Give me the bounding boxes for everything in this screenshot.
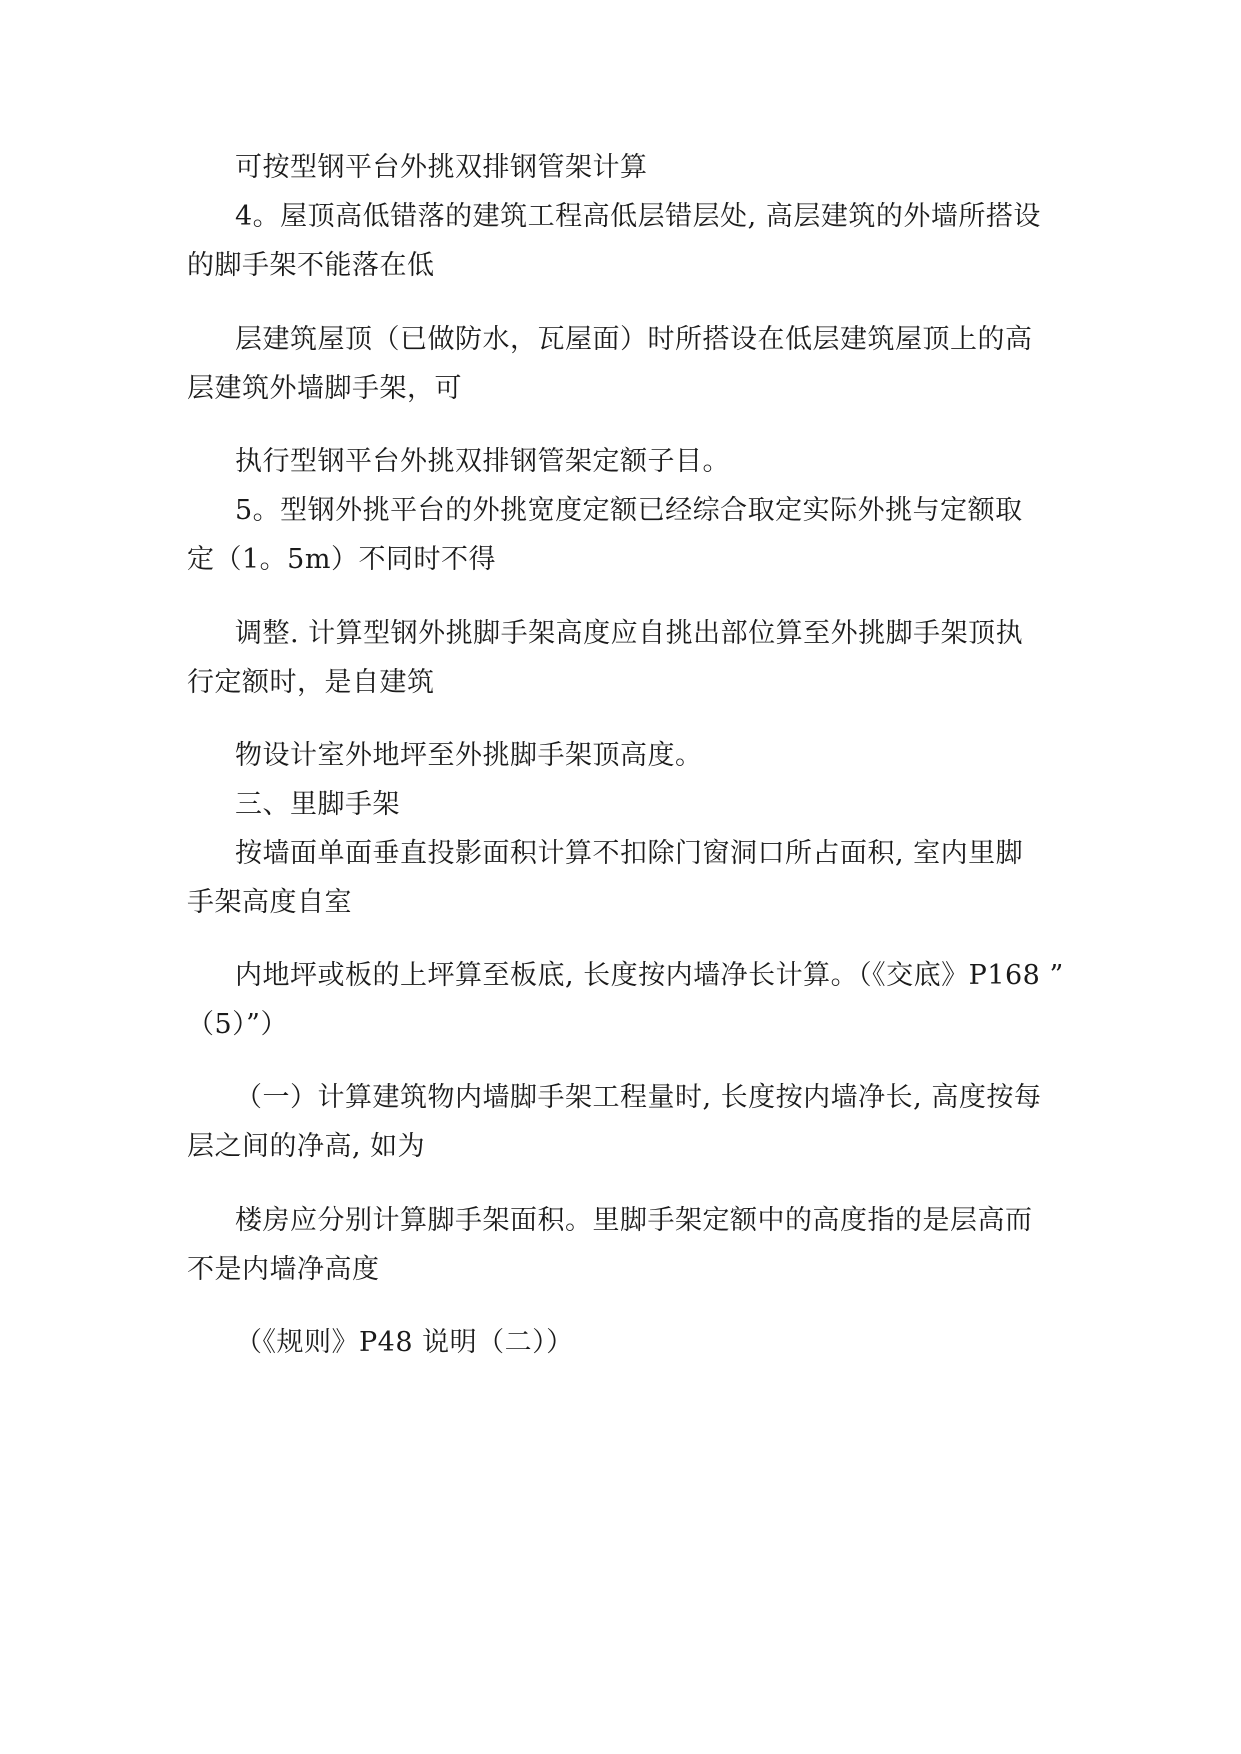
text-line: 5。型钢外挑平台的外挑宽度定额已经综合取定实际外挑与定额取 [235, 495, 1023, 526]
text-line: 层建筑屋顶（已做防水，瓦屋面）时所搭设在低层建筑屋顶上的高 [235, 324, 1033, 355]
text-line: 行定额时，是自建筑 [187, 667, 435, 698]
text-line: 可按型钢平台外挑双排钢管架计算 [235, 152, 648, 183]
text-line: 内地坪或板的上坪算至板底, 长度按内墙净长计算。（《交底》P168 ” [235, 960, 1064, 991]
text-line: 物设计室外地坪至外挑脚手架顶高度。 [235, 740, 703, 771]
section-heading: 三、里脚手架 [235, 789, 400, 820]
text-line: 按墙面单面垂直投影面积计算不扣除门窗洞口所占面积, 室内里脚 [235, 838, 1024, 869]
text-line: 楼房应分别计算脚手架面积。里脚手架定额中的高度指的是层高而 [235, 1205, 1033, 1236]
text-line: （5）”） [187, 1009, 288, 1040]
text-line: 调整. 计算型钢外挑脚手架高度应自挑出部位算至外挑脚手架顶执 [235, 618, 1024, 649]
text-line: 层之间的净高, 如为 [187, 1131, 426, 1162]
text-line: （《规则》P48 说明（二）） [235, 1327, 574, 1358]
text-line: 的脚手架不能落在低 [187, 250, 435, 281]
text-line: 层建筑外墙脚手架，可 [187, 373, 462, 404]
text-line: 定（1。5m）不同时不得 [187, 544, 496, 575]
text-line: （一）计算建筑物内墙脚手架工程量时, 长度按内墙净长, 高度按每 [235, 1082, 1042, 1113]
text-line: 4。屋顶高低错落的建筑工程高低层错层处, 高层建筑的外墙所搭设 [235, 201, 1041, 232]
text-line: 手架高度自室 [187, 887, 352, 918]
text-line: 执行型钢平台外挑双排钢管架定额子目。 [235, 446, 730, 477]
text-line: 不是内墙净高度 [187, 1254, 380, 1285]
